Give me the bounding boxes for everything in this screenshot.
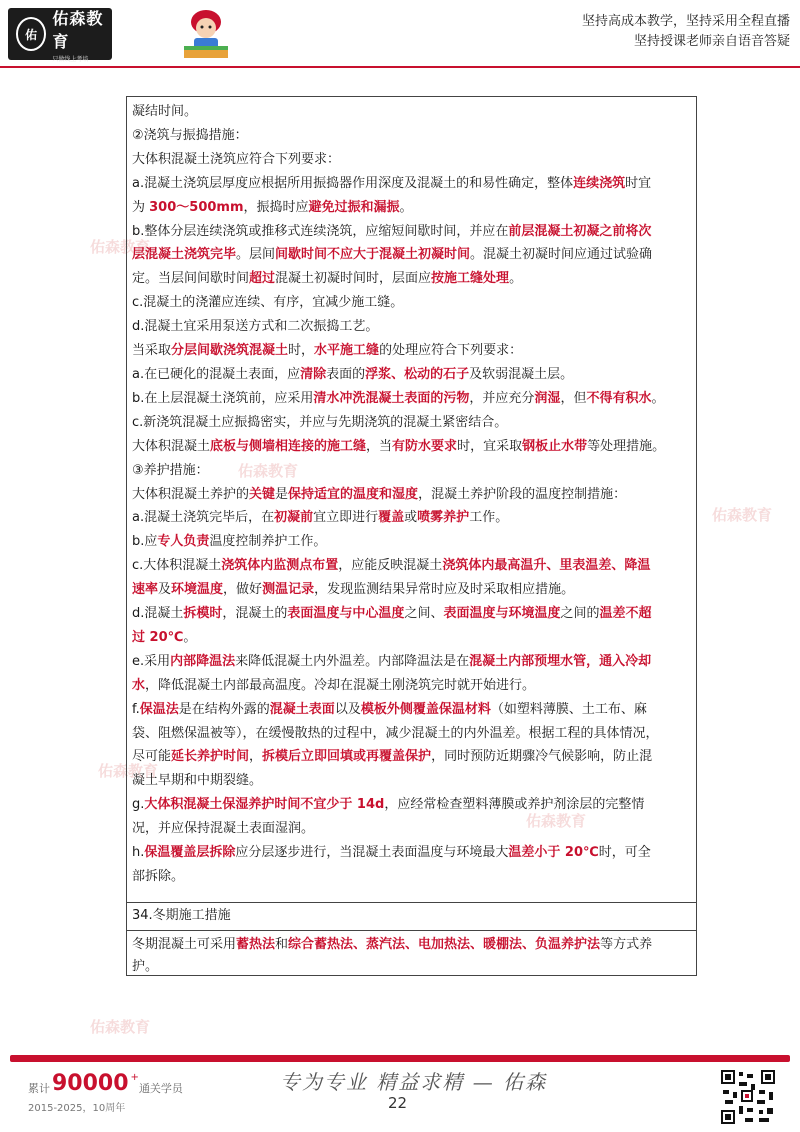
text-segment: 。混凝土初凝时间应通过试验确 — [470, 247, 653, 263]
highlight-text: 环境温度 — [171, 582, 224, 598]
section-title: 34.冬期施工措施 — [132, 908, 231, 923]
highlight-text: 层混凝土浇筑完毕 — [132, 247, 237, 263]
stats-years: 2015-2025，10周年 — [28, 1103, 126, 1114]
text-segment: ，同时预防近期骤冷气候影响，防止混 — [431, 749, 653, 765]
text-segment: 及软弱混凝土层。 — [469, 366, 574, 382]
highlight-text: 关键 — [249, 486, 276, 502]
text-segment: ，振捣时应 — [243, 199, 309, 215]
header-slogan — [582, 12, 790, 52]
text-segment: 护。 — [132, 959, 159, 974]
text-segment: 部拆除。 — [132, 869, 185, 884]
watermark: 佑森教育 — [526, 812, 587, 830]
highlight-text: 水 — [132, 677, 146, 693]
highlight-text: 清除 — [300, 366, 327, 382]
text-segment: 凝土早期和中期裂缝。 — [132, 773, 263, 789]
highlight-text: 分层间歇浇筑混凝土 — [171, 343, 289, 359]
text-segment: 。 — [651, 390, 665, 406]
text-segment: ，混凝土的 — [222, 606, 288, 622]
highlight-text: 300～500mm — [149, 199, 244, 215]
highlight-text: 前层混凝土初凝之前将次 — [508, 223, 652, 239]
text-segment: 定。当层间间歇时间 — [132, 271, 250, 287]
text-segment: 时宜 — [625, 175, 652, 191]
highlight-text: 拆模时 — [183, 606, 223, 622]
text-segment: ，发现监测结果异常时应及时采取相应措施。 — [314, 582, 575, 598]
text-segment: f. — [132, 701, 140, 717]
logo-text: 佑森教育 — [52, 8, 104, 51]
text-segment: ，但 — [560, 390, 587, 406]
text-line — [132, 793, 692, 817]
text-segment: 。层间 — [236, 247, 276, 263]
highlight-text: 温差小于 20℃ — [508, 845, 599, 861]
footer-divider — [10, 1055, 790, 1062]
text-segment: 及 — [158, 582, 172, 598]
text-segment: 应分层逐步进行，当混凝土表面温度与环境最大 — [235, 845, 509, 861]
highlight-text: 避免过振和漏振 — [308, 199, 400, 215]
text-segment: c.大体积混凝土 — [132, 558, 222, 574]
text-segment: 或 — [404, 510, 418, 526]
text-line — [132, 650, 692, 674]
text-line — [132, 196, 692, 220]
text-segment: a.混凝土浇筑完毕后，在 — [132, 510, 275, 526]
text-line — [132, 220, 692, 244]
signature-motto: 专为专业 精益求精 — 佑森 — [280, 1070, 548, 1094]
text-segment: 为 — [132, 199, 150, 215]
watermark: 佑森教育 — [90, 238, 151, 256]
brand-logo — [8, 8, 112, 63]
table-row-divider — [127, 902, 696, 903]
table-row-divider — [127, 930, 696, 931]
logo-seal-icon: 佑 — [16, 17, 46, 51]
text-segment: 温度控制养护工作。 — [209, 534, 327, 550]
text-line — [132, 626, 692, 650]
highlight-text: 保持适宜的温度和湿度 — [288, 486, 419, 502]
logo-subtext: 只做线上考培 — [52, 55, 89, 63]
text-segment: 是在结构外露的 — [178, 701, 270, 717]
text-segment: 时，宜采取 — [457, 438, 523, 454]
text-line — [132, 956, 692, 978]
highlight-text: 内部降温法 — [170, 653, 236, 669]
stats-plus: + — [130, 1072, 139, 1083]
watermark: 佑森教育 — [98, 762, 159, 780]
text-segment: ， — [249, 749, 263, 765]
text-segment: 表面的 — [326, 366, 366, 382]
text-segment: 尽可能 — [132, 749, 172, 765]
text-segment: 大体积混凝土养护的 — [132, 486, 250, 502]
highlight-text: 蓄热法 — [236, 937, 276, 952]
stats-number: 90000 — [52, 1071, 129, 1096]
highlight-text: 底板与侧墙相连接的施工缝 — [210, 438, 367, 454]
highlight-text: 测温记录 — [262, 582, 315, 598]
text-segment: 等方式养 — [600, 937, 653, 952]
text-segment: a.混凝土浇筑层厚度应根据所用振捣器作用深度及混凝土的和易性确定，整体 — [132, 175, 574, 191]
highlight-text: 按施工缝处理 — [431, 271, 510, 287]
highlight-text: 浇筑体内最高温升、里表温差、降温 — [442, 558, 651, 574]
text-segment: ，并应充分 — [469, 390, 535, 406]
highlight-text: 浮浆、松动的石子 — [365, 366, 470, 382]
text-segment: 大体积混凝土 — [132, 438, 211, 454]
text-line — [132, 387, 692, 411]
text-line — [132, 483, 692, 507]
text-segment: 。 — [399, 199, 413, 215]
text-segment: c.混凝土的浇灌应连续、有序，宜减少施工缝。 — [132, 295, 404, 311]
highlight-text: 温差不超 — [599, 606, 652, 622]
text-segment: 宜立即进行 — [313, 510, 379, 526]
text-line — [132, 148, 692, 172]
main-text — [132, 100, 692, 889]
highlight-text: 专人负责 — [157, 534, 210, 550]
text-line — [132, 124, 692, 148]
highlight-text: 速率 — [132, 582, 159, 598]
text-segment: b.应 — [132, 534, 158, 550]
mascot-icon — [180, 6, 232, 60]
text-segment: 凝结时间。 — [132, 104, 198, 119]
text-segment: 和 — [275, 937, 289, 952]
text-segment: 等处理措施。 — [587, 438, 666, 454]
text-line — [132, 554, 692, 578]
highlight-text: 水平施工缝 — [314, 343, 380, 359]
text-segment: 时， — [288, 343, 315, 359]
text-line — [132, 100, 692, 124]
winter-text — [132, 934, 692, 978]
text-segment: 之间的 — [560, 606, 600, 622]
highlight-text: 初凝前 — [274, 510, 314, 526]
text-line — [132, 435, 692, 459]
highlight-text: 润湿 — [534, 390, 561, 406]
text-line — [132, 243, 692, 267]
text-line — [132, 674, 692, 698]
highlight-text: 不得有积水 — [586, 390, 652, 406]
highlight-text: 拆模后立即回填或再覆盖保护 — [262, 749, 432, 765]
text-segment: ，应经常检查塑料薄膜或养护剂涂层的完整情 — [384, 797, 645, 813]
text-segment: 袋、阻燃保温被等），在缓慢散热的过程中，减少混凝土的内外温差。根据工程的具体情况， — [132, 725, 659, 741]
text-segment: 大体积混凝土浇筑应符合下列要求： — [132, 151, 341, 167]
text-line — [132, 865, 692, 889]
stats-prefix: 累计 — [28, 1082, 50, 1095]
highlight-text: 混凝土表面 — [269, 701, 335, 717]
text-line — [132, 411, 692, 435]
highlight-text: 清水冲洗混凝土表面的污物 — [313, 390, 470, 406]
text-line — [132, 578, 692, 602]
text-segment: b.在上层混凝土浇筑前，应采用 — [132, 390, 314, 406]
slogan-line-1: 坚持高成本教学，坚持采用全程直播 — [581, 14, 790, 29]
text-segment: e.采用 — [132, 653, 171, 669]
text-segment: 况，并应保持混凝土表面湿润。 — [132, 821, 315, 837]
text-segment: 。 — [509, 271, 523, 287]
text-line — [132, 817, 692, 841]
text-segment: d.混凝土宜采用泵送方式和二次振捣工艺。 — [132, 319, 379, 335]
watermark: 佑森教育 — [90, 1018, 151, 1036]
text-segment: d.混凝土 — [132, 606, 184, 622]
highlight-text: 超过 — [249, 271, 276, 287]
text-line — [132, 745, 692, 769]
highlight-text: 表面温度与中心温度 — [287, 606, 405, 622]
highlight-text: 浇筑体内监测点布置 — [221, 558, 339, 574]
text-segment: g. — [132, 797, 145, 813]
highlight-text: 钢板止水带 — [522, 438, 588, 454]
text-line — [132, 722, 692, 746]
highlight-text: 表面温度与环境温度 — [443, 606, 561, 622]
text-segment: ，降低混凝土内部最高温度。冷却在混凝土刚浇筑完时就开始进行。 — [145, 677, 536, 693]
text-line — [132, 530, 692, 554]
text-line — [132, 698, 692, 722]
text-segment: （如塑料薄膜、土工布、麻 — [490, 701, 647, 717]
text-segment: 混凝土初凝时间时，层面应 — [275, 271, 432, 287]
highlight-text: 过 20℃ — [132, 629, 184, 645]
text-line — [132, 267, 692, 291]
highlight-text: 覆盖 — [378, 510, 405, 526]
highlight-text: 混凝土内部预埋水管，通入冷却 — [469, 653, 652, 669]
page-number: 22 — [388, 1094, 408, 1112]
text-line — [132, 315, 692, 339]
highlight-text: 间歇时间不应大于混凝土初凝时间 — [275, 247, 471, 263]
highlight-text: 综合蓄热法、蒸汽法、电加热法、暖棚法、负温养护法 — [288, 937, 601, 952]
text-segment: 冬期混凝土可采用 — [132, 937, 237, 952]
text-line — [132, 841, 692, 865]
qr-code-icon — [719, 1068, 777, 1126]
text-segment: h. — [132, 845, 145, 861]
highlight-text: 大体积混凝土保湿养护时间不宜少于 14d — [144, 797, 385, 813]
text-segment: ，当 — [366, 438, 393, 454]
header-divider — [0, 66, 800, 68]
text-segment: ，混凝土养护阶段的温度控制措施： — [418, 486, 627, 502]
stats-suffix: 通关学员 — [138, 1082, 183, 1095]
text-segment: 时，可全 — [598, 845, 651, 861]
text-segment: 的处理应符合下列要求： — [379, 343, 523, 359]
text-segment: 是 — [275, 486, 289, 502]
highlight-text: 保温法 — [139, 701, 179, 717]
text-segment: c.新浇筑混凝土应振捣密实，并应与先期浇筑的混凝土紧密结合。 — [132, 414, 508, 430]
text-segment: 当采取 — [132, 343, 172, 359]
text-line — [132, 769, 692, 793]
text-line — [132, 506, 692, 530]
text-line — [132, 934, 692, 956]
text-line — [132, 291, 692, 315]
watermark: 佑森教育 — [712, 506, 773, 524]
text-line — [132, 602, 692, 626]
text-segment: ②浇筑与振捣措施： — [132, 127, 248, 143]
text-segment: ，应能反映混凝土 — [338, 558, 443, 574]
highlight-text: 连续浇筑 — [573, 175, 626, 191]
text-segment: 以及 — [334, 701, 361, 717]
text-segment: a.在已硬化的混凝土表面，应 — [132, 366, 301, 382]
text-segment: 。 — [183, 629, 197, 645]
highlight-text: 模板外侧覆盖保温材料 — [360, 701, 491, 717]
text-line — [132, 459, 692, 483]
text-segment: 来降低混凝土内外温差。内部降温法是在 — [235, 653, 470, 669]
text-segment: ③养护措施： — [132, 462, 209, 478]
text-segment: 工作。 — [469, 510, 509, 526]
highlight-text: 有防水要求 — [392, 438, 458, 454]
text-line — [132, 339, 692, 363]
text-segment: ，做好 — [223, 582, 263, 598]
watermark: 佑森教育 — [238, 462, 299, 480]
highlight-text: 保温覆盖层拆除 — [144, 845, 236, 861]
slogan-line-2: 坚持授课老师亲自语音答疑 — [633, 34, 790, 49]
text-segment: 之间、 — [404, 606, 444, 622]
highlight-text: 延长养护时间 — [171, 749, 250, 765]
footer-stats — [28, 1072, 218, 1120]
highlight-text: 喷雾养护 — [417, 510, 470, 526]
text-segment: b.整体分层连续浇筑或推移式连续浇筑，应缩短间歇时间，并应在 — [132, 223, 509, 239]
text-line — [132, 172, 692, 196]
text-line — [132, 363, 692, 387]
